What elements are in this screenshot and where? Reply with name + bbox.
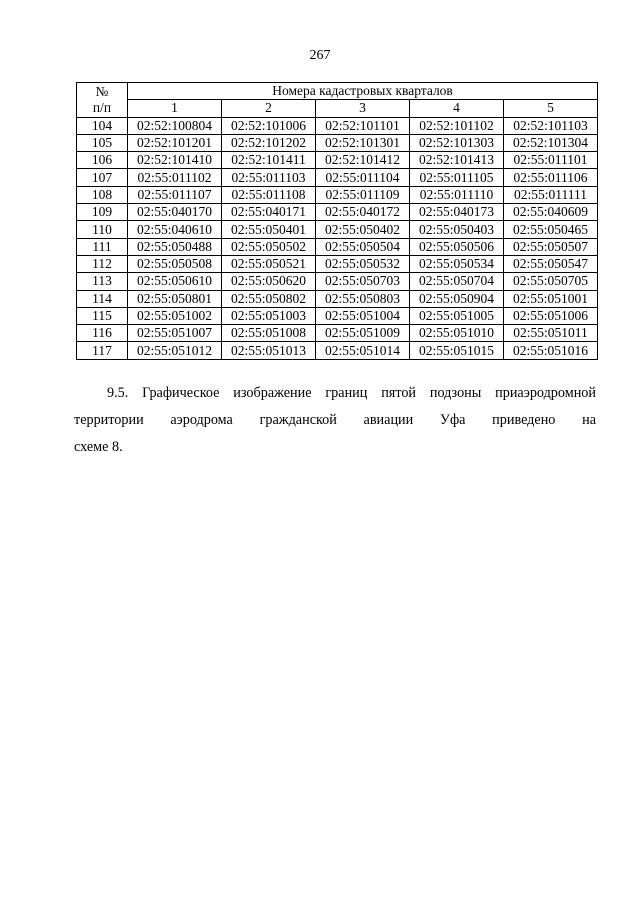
cadastral-number-cell: 02:55:050403 (410, 221, 504, 238)
cadastral-number-cell: 02:55:050402 (316, 221, 410, 238)
cadastral-number-cell: 02:55:051016 (504, 342, 598, 359)
table-header-row (77, 83, 598, 100)
cadastral-number-cell: 02:52:101410 (128, 152, 222, 169)
row-number: 106 (77, 152, 128, 169)
table-body (77, 117, 598, 359)
cadastral-number-cell: 02:55:050703 (316, 273, 410, 290)
cadastral-number-cell: 02:52:101301 (316, 134, 410, 151)
page-number: 267 (309, 48, 331, 63)
table-row (77, 255, 598, 272)
column-number: 2 (222, 100, 316, 117)
row-number: 117 (77, 342, 128, 359)
cadastral-number-cell: 02:55:051009 (316, 325, 410, 342)
cadastral-number-cell: 02:55:011106 (504, 169, 598, 186)
cadastral-number-cell: 02:55:050507 (504, 238, 598, 255)
cadastral-number-cell: 02:55:011108 (222, 186, 316, 203)
table-row (77, 290, 598, 307)
paragraph-line-2: территории аэродрома гражданской авиации Уфа приведено на (74, 412, 596, 428)
row-number: 108 (77, 186, 128, 203)
cadastral-number-cell: 02:52:100804 (128, 117, 222, 134)
cadastral-numbers-header: Номера кадастровых кварталов (128, 83, 598, 100)
cadastral-number-cell: 02:55:051002 (128, 307, 222, 324)
cadastral-number-cell: 02:52:101303 (410, 134, 504, 151)
table-row (77, 204, 598, 221)
cadastral-number-cell: 02:52:101006 (222, 117, 316, 134)
cadastral-number-cell: 02:55:051003 (222, 307, 316, 324)
cadastral-number-cell: 02:55:050803 (316, 290, 410, 307)
cadastral-number-cell: 02:55:050904 (410, 290, 504, 307)
row-number-header-line2: п/п (92, 99, 112, 115)
cadastral-number-cell: 02:55:011102 (128, 169, 222, 186)
row-number: 112 (77, 255, 128, 272)
row-number: 105 (77, 134, 128, 151)
cadastral-number-cell: 02:55:051007 (128, 325, 222, 342)
row-number-header-line1: № (95, 83, 109, 99)
table-row (77, 117, 598, 134)
row-number: 113 (77, 273, 128, 290)
cadastral-number-cell: 02:55:050508 (128, 255, 222, 272)
table-row (77, 342, 598, 359)
table-row (77, 152, 598, 169)
cadastral-number-cell: 02:55:050705 (504, 273, 598, 290)
column-number: 3 (316, 100, 410, 117)
column-number-row (77, 100, 598, 117)
table-row (77, 273, 598, 290)
cadastral-number-cell: 02:55:050620 (222, 273, 316, 290)
table-row (77, 134, 598, 151)
cadastral-number-cell: 02:52:101411 (222, 152, 316, 169)
row-number: 110 (77, 221, 128, 238)
cadastral-number-cell: 02:52:101201 (128, 134, 222, 151)
cadastral-number-cell: 02:55:040170 (128, 204, 222, 221)
cadastral-number-cell: 02:55:011103 (222, 169, 316, 186)
row-number: 114 (77, 290, 128, 307)
cadastral-number-cell: 02:55:050504 (316, 238, 410, 255)
cadastral-number-cell: 02:55:051014 (316, 342, 410, 359)
cadastral-number-cell: 02:52:101304 (504, 134, 598, 151)
column-number: 5 (504, 100, 598, 117)
cadastral-quarters-table (76, 82, 598, 360)
cadastral-number-cell: 02:55:050521 (222, 255, 316, 272)
cadastral-number-cell: 02:52:101412 (316, 152, 410, 169)
cadastral-number-cell: 02:55:050532 (316, 255, 410, 272)
cadastral-number-cell: 02:52:101102 (410, 117, 504, 134)
row-number: 115 (77, 307, 128, 324)
row-number: 111 (77, 238, 128, 255)
cadastral-number-cell: 02:55:051004 (316, 307, 410, 324)
cadastral-number-cell: 02:55:050465 (504, 221, 598, 238)
row-number: 116 (77, 325, 128, 342)
cadastral-number-cell: 02:55:011101 (504, 152, 598, 169)
cadastral-number-cell: 02:55:050488 (128, 238, 222, 255)
cadastral-number-cell: 02:55:051001 (504, 290, 598, 307)
cadastral-number-cell: 02:55:040171 (222, 204, 316, 221)
row-number: 109 (77, 204, 128, 221)
cadastral-number-cell: 02:55:011110 (410, 186, 504, 203)
table-row (77, 169, 598, 186)
table-row (77, 186, 598, 203)
cadastral-number-cell: 02:52:101202 (222, 134, 316, 151)
cadastral-number-cell: 02:55:050534 (410, 255, 504, 272)
cadastral-number-cell: 02:55:051006 (504, 307, 598, 324)
table-row (77, 221, 598, 238)
cadastral-number-cell: 02:55:051011 (504, 325, 598, 342)
cadastral-number-cell: 02:55:051013 (222, 342, 316, 359)
paragraph-line-3: схеме 8. (74, 439, 123, 455)
cadastral-number-cell: 02:55:040609 (504, 204, 598, 221)
cadastral-number-cell: 02:55:051008 (222, 325, 316, 342)
cadastral-number-cell: 02:52:101413 (410, 152, 504, 169)
paragraph-line-1: 9.5. Графическое изображение границ пятой подзоны приаэродромной (107, 385, 596, 401)
row-number-header (77, 83, 128, 118)
cadastral-number-cell: 02:55:051012 (128, 342, 222, 359)
cadastral-number-cell: 02:55:040610 (128, 221, 222, 238)
cadastral-number-cell: 02:52:101101 (316, 117, 410, 134)
cadastral-number-cell: 02:55:040173 (410, 204, 504, 221)
column-number: 1 (128, 100, 222, 117)
row-number: 104 (77, 117, 128, 134)
cadastral-number-cell: 02:55:051015 (410, 342, 504, 359)
cadastral-number-cell: 02:55:050502 (222, 238, 316, 255)
row-number: 107 (77, 169, 128, 186)
cadastral-number-cell: 02:55:011111 (504, 186, 598, 203)
cadastral-number-cell: 02:55:011107 (128, 186, 222, 203)
cadastral-number-cell: 02:55:040172 (316, 204, 410, 221)
cadastral-number-cell: 02:55:050401 (222, 221, 316, 238)
cadastral-number-cell: 02:55:050704 (410, 273, 504, 290)
cadastral-number-cell: 02:55:051005 (410, 307, 504, 324)
cadastral-number-cell: 02:55:050506 (410, 238, 504, 255)
cadastral-number-cell: 02:55:050801 (128, 290, 222, 307)
table-row (77, 325, 598, 342)
cadastral-number-cell: 02:55:051010 (410, 325, 504, 342)
table-row (77, 238, 598, 255)
cadastral-number-cell: 02:55:011105 (410, 169, 504, 186)
cadastral-number-cell: 02:55:011104 (316, 169, 410, 186)
cadastral-number-cell: 02:55:050802 (222, 290, 316, 307)
cadastral-number-cell: 02:52:101103 (504, 117, 598, 134)
cadastral-number-cell: 02:55:050610 (128, 273, 222, 290)
cadastral-number-cell: 02:55:011109 (316, 186, 410, 203)
column-number: 4 (410, 100, 504, 117)
table-row (77, 307, 598, 324)
cadastral-number-cell: 02:55:050547 (504, 255, 598, 272)
